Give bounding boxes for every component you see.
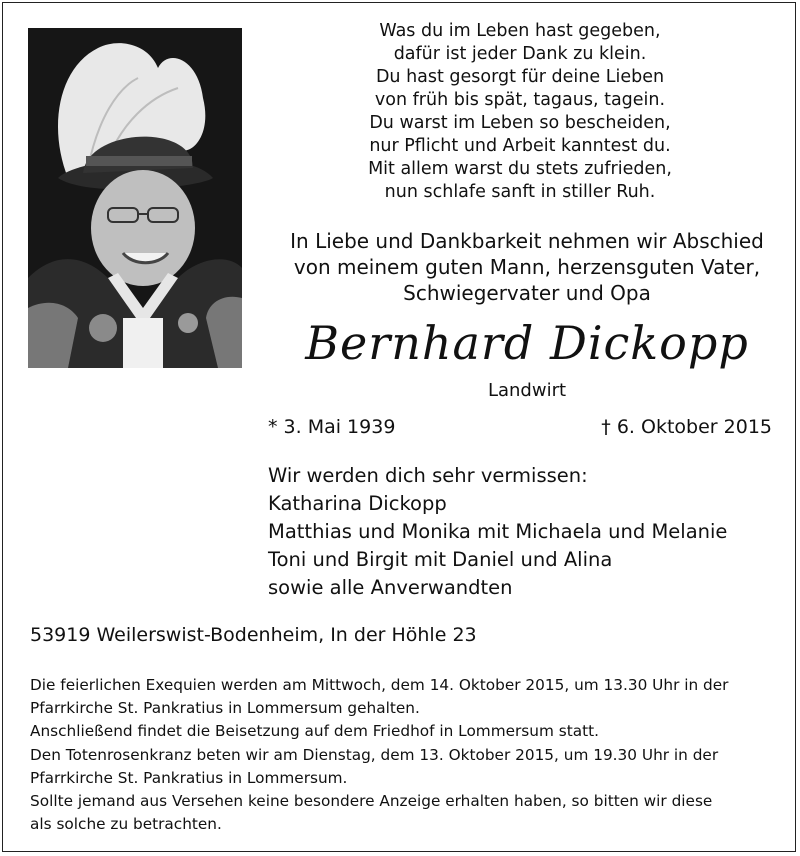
service-line: als solche zu betrachten. xyxy=(30,815,222,834)
portrait-photo xyxy=(28,28,242,368)
mourner-line: Matthias und Monika mit Michaela und Melanie xyxy=(268,520,728,543)
farewell-line: In Liebe und Dankbarkeit nehmen wir Abschied xyxy=(290,229,764,253)
mourners-heading: Wir werden dich sehr vermissen: xyxy=(268,464,588,487)
death-date: † 6. Oktober 2015 xyxy=(601,416,772,438)
mourners-list xyxy=(268,462,788,602)
poem-line: nun schlafe sanft in stiller Ruh. xyxy=(384,182,656,202)
service-details xyxy=(30,674,778,836)
deceased-name: Bernhard Dickopp xyxy=(305,316,749,370)
poem-line: Du hast gesorgt für deine Lieben xyxy=(375,67,665,87)
service-line: Sollte jemand aus Versehen keine besondere Anzeige erhalten haben, so bitten wir diese xyxy=(30,792,713,811)
mourner-line: sowie alle Anverwandten xyxy=(268,576,513,599)
family-address: 53919 Weilerswist-Bodenheim, In der Höhle 23 xyxy=(30,624,477,646)
farewell-line: von meinem guten Mann, herzensguten Vater, xyxy=(293,255,761,279)
poem-line: dafür ist jeder Dank zu klein. xyxy=(393,44,647,64)
service-line: Pfarrkirche St. Pankratius in Lommersum gehalten. xyxy=(30,699,420,718)
poem-line: von früh bis spät, tagaus, tagein. xyxy=(374,90,666,110)
mourner-line: Katharina Dickopp xyxy=(268,492,447,515)
farewell-text xyxy=(262,228,792,306)
birth-date: * 3. Mai 1939 xyxy=(268,416,396,438)
service-line: Pfarrkirche St. Pankratius in Lommersum. xyxy=(30,768,348,787)
service-line: Die feierlichen Exequien werden am Mittwoch, dem 14. Oktober 2015, um 13.30 Uhr in der xyxy=(30,676,729,694)
deceased-occupation: Landwirt xyxy=(487,380,567,401)
service-line: Den Totenrosenkranz beten wir am Dienstag, dem 13. Oktober 2015, um 19.30 Uhr in der xyxy=(30,745,719,764)
mourner-line: Toni und Birgit mit Daniel und Alina xyxy=(268,548,613,571)
service-line: Anschließend findet die Beisetzung auf dem Friedhof in Lommersum statt. xyxy=(30,722,599,741)
poem-line: Mit allem warst du stets zufrieden, xyxy=(368,159,672,179)
portrait-illustration xyxy=(28,28,242,368)
poem-line: Was du im Leben hast gegeben, xyxy=(379,21,661,41)
memorial-poem xyxy=(300,20,740,204)
poem-line: nur Pflicht und Arbeit kanntest du. xyxy=(369,136,671,156)
poem-line: Du warst im Leben so bescheiden, xyxy=(369,113,671,133)
farewell-line: Schwiegervater und Opa xyxy=(403,281,651,305)
